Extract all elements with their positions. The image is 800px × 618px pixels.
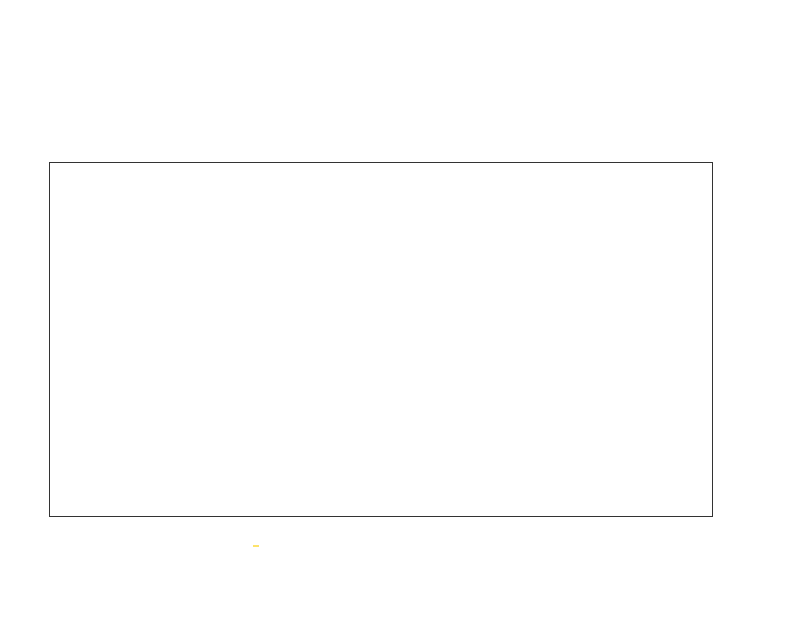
- calendar-grid: [49, 162, 713, 517]
- title-graphic: [212, 36, 538, 108]
- saturday-school-banner: [253, 545, 259, 547]
- page-title: [212, 36, 538, 108]
